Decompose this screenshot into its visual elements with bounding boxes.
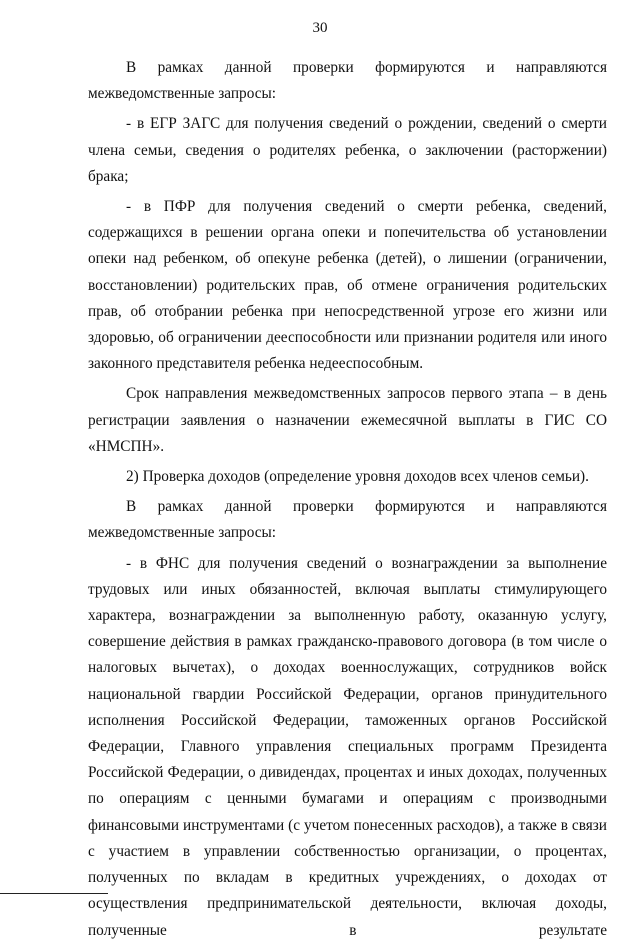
paragraph-egr-zags-request: - в ЕГР ЗАГС для получения сведений о рождении, сведений о смерти члена семьи, сведения о родителях ребенка, о заключении (расторжении) брака; bbox=[88, 115, 607, 185]
footnote-separator-line bbox=[0, 893, 108, 894]
paragraph-intro-queries: В рамках данной проверки формируются и направляются межведомственные запросы: bbox=[88, 59, 607, 103]
document-body bbox=[88, 55, 607, 948]
paragraph-income-check: 2) Проверка доходов (определение уровня доходов всех членов семьи). bbox=[126, 468, 589, 486]
page-number: 30 bbox=[312, 20, 328, 36]
paragraph-request-deadline: Срок направления межведомственных запросов первого этапа – в день регистрации заявления о назначении ежемесячной выплаты в ГИС СО «НМСПН». bbox=[88, 385, 607, 455]
paragraph-intro-queries-2: В рамках данной проверки формируются и направляются межведомственные запросы: bbox=[88, 498, 607, 542]
paragraph-fns-request: - в ФНС для получения сведений о вознаграждении за выполнение трудовых или иных обязанностей, включая выплаты стимулирующего характера, вознаграждении за выполненную работу, оказанную услугу, совершение действия в рамках гражданско-правового договора (в том числе о налоговых вычетах), о доходах военнослужащих, сотрудников войск национальной гвардии Российской Федерации, органов принудительного исполнения Российской Федерации, таможенных органов Российской Федерации, Главного управления специальных программ Президента Российской Федерации, о дивидендах, процентах и иных доходах, полученных по операциям с ценными бумагами и операциям с производными финансовыми инструментами (с учетом понесенных расходов), а также в связи с участием в управлении собственностью организации, о процентах, полученных по вкладам в кредитных учреждениях, о доходах от осуществления предпринимательской деятельности, включая доходы, полученные в результате bbox=[88, 554, 607, 939]
paragraph-pfr-request: - в ПФР для получения сведений о смерти ребенка, сведений, содержащихся в решении органа опеки и попечительства об установлении опеки над ребенком, об опекуне ребенка (детей), о лишении (ограничении, восстановлении) родительских прав, об отмене ограничения родительских прав, об отобрании ребенка при непосредственной угрозе его жизни или здоровью, об ограничении дееспособности или признании родителя или иного законного представителя ребенка недееспособным. bbox=[88, 198, 607, 373]
